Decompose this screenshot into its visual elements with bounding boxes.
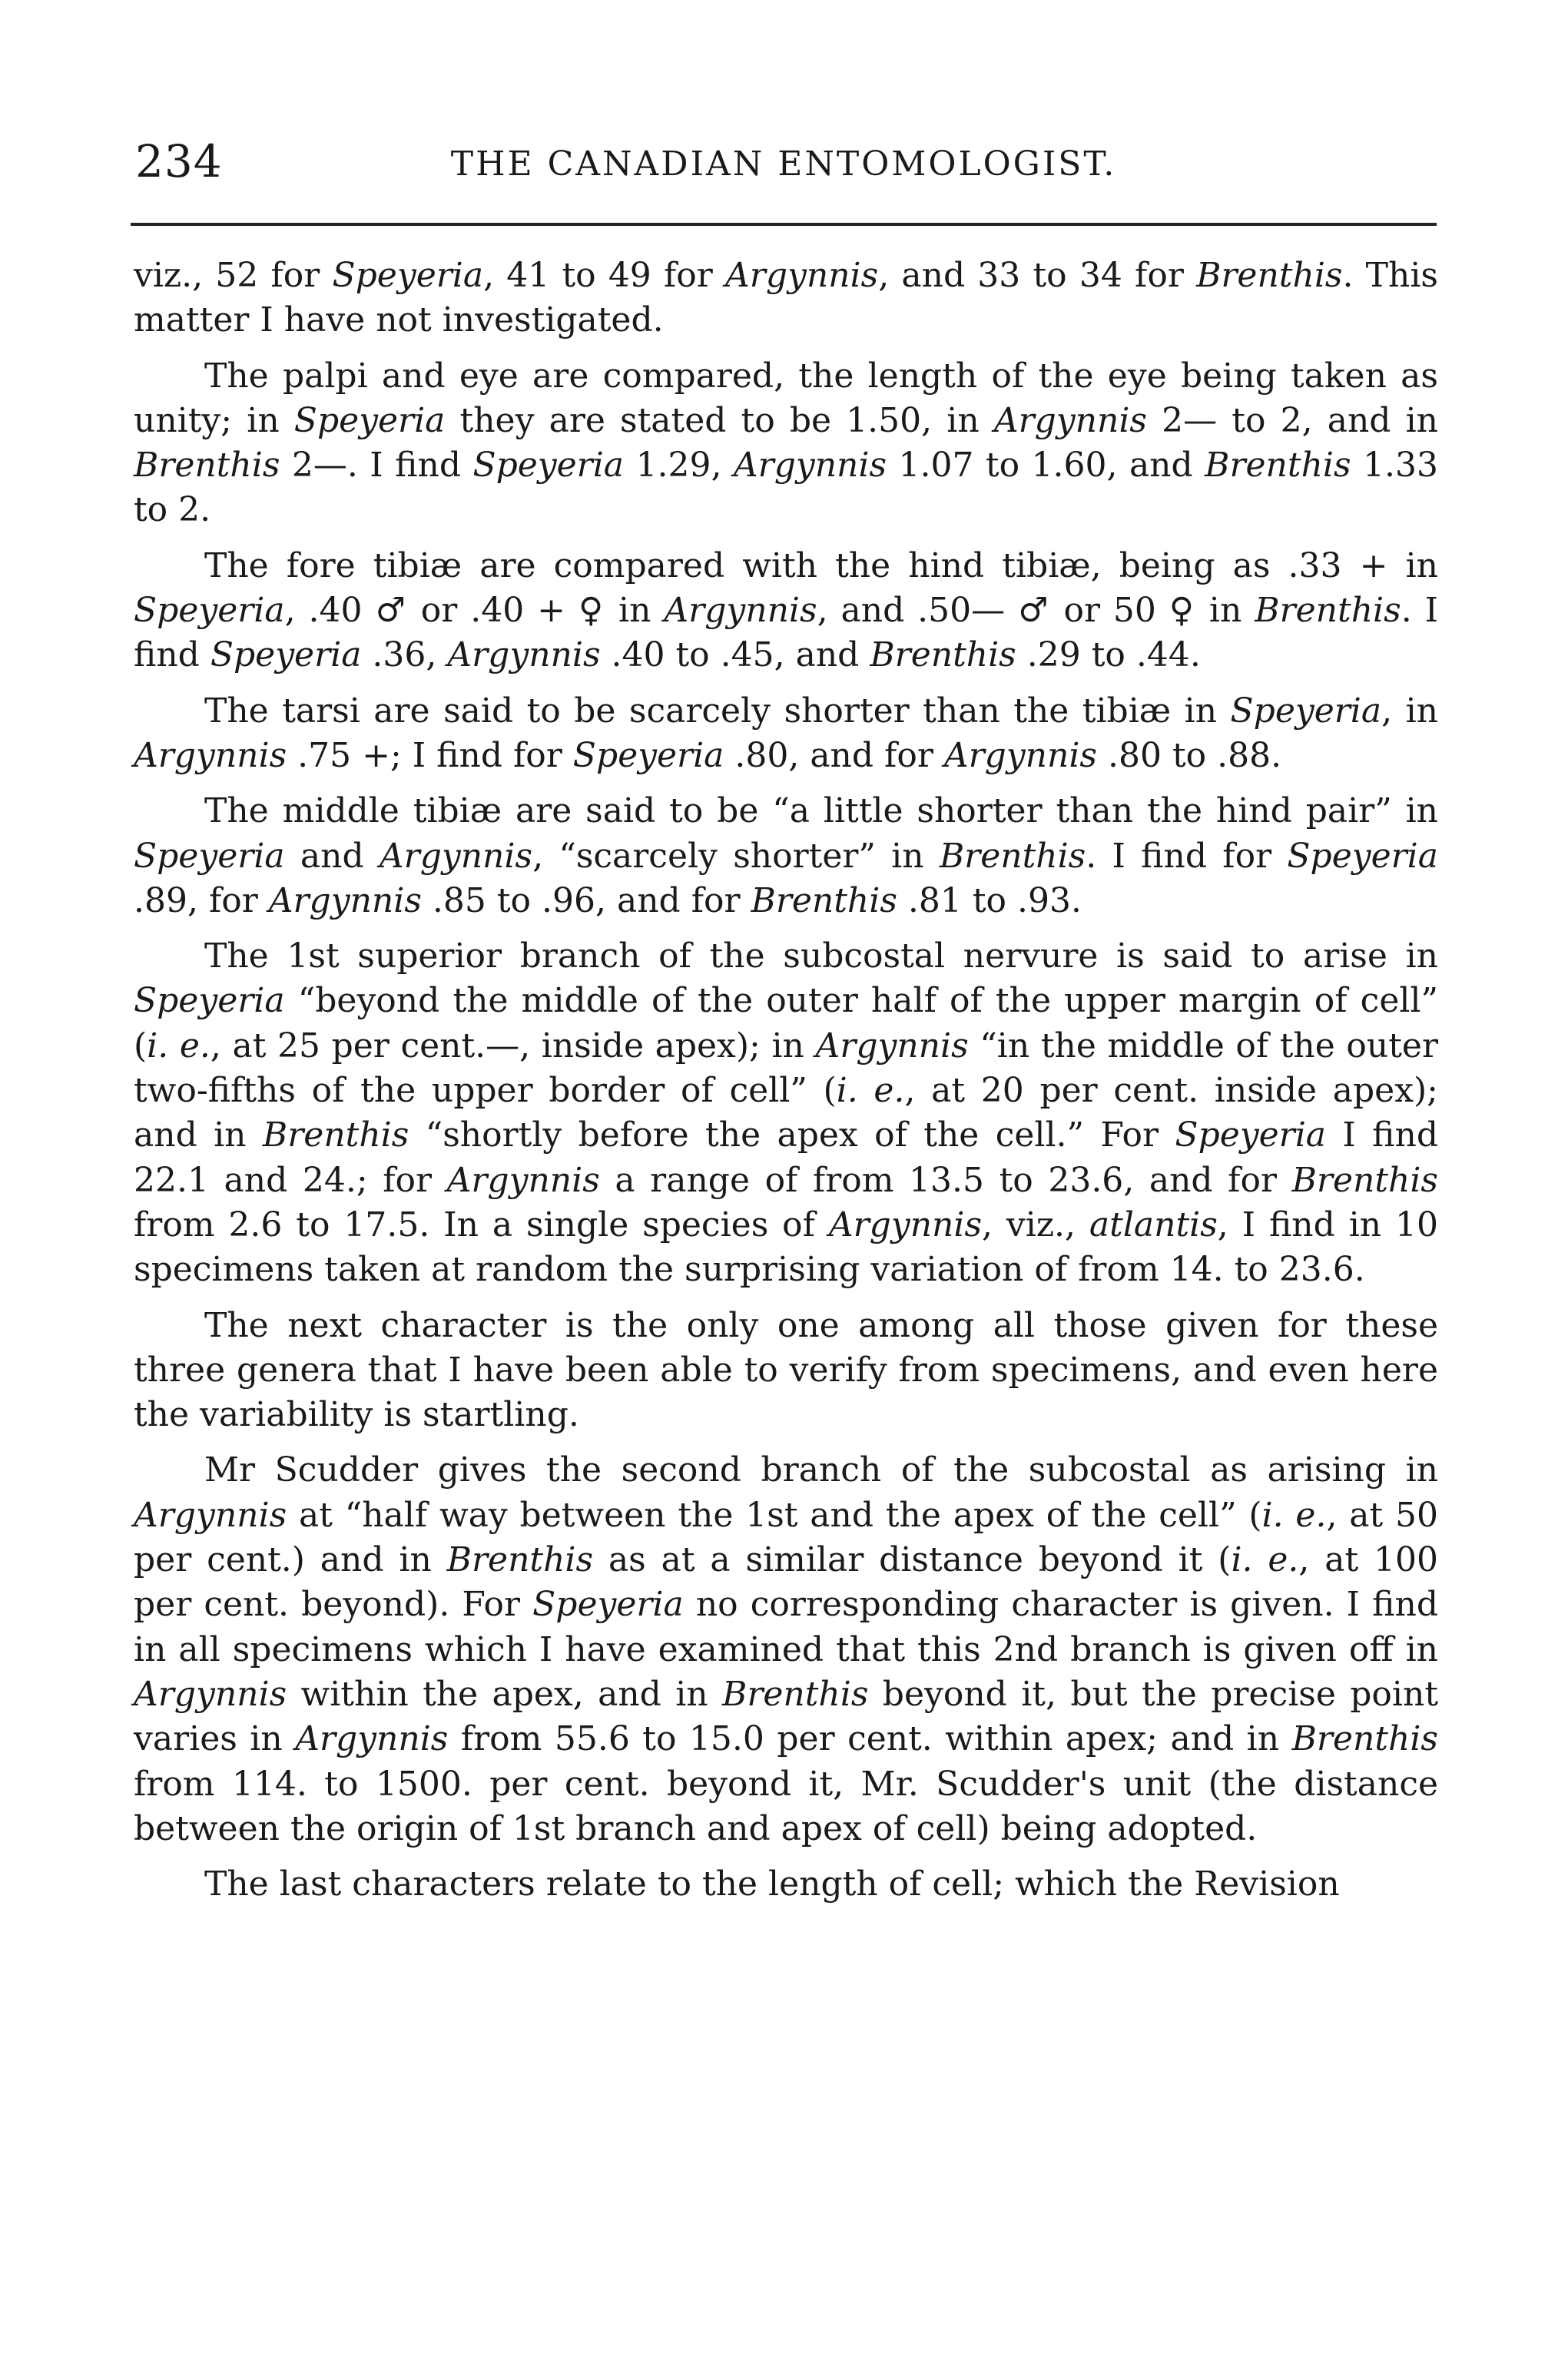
paragraph: The palpi and eye are compared, the length of the eye being taken as unity; in Speyeria they are stated to be 1.50, in Argynnis 2— to 2, and in Brenthis 2—. I find Speyeria 1.29, Argynnis 1.07 to 1.60, and Brenthis 1.33 to 2. — [134, 356, 1438, 530]
paragraph: The fore tibiæ are compared with the hind tibiæ, being as .33 + in Speyeria, .40 ♂ or .40 + ♀ in Argynnis, and .50— ♂ or 50 ♀ in Brenthis. I find Speyeria .36, Argynnis .40 to .45, and Brenthis .29 to .44. — [134, 545, 1438, 675]
paragraph: The next character is the only one among all those given for these three genera that I have been able to verify from specimens, and even here the variability is startling. — [134, 1305, 1438, 1435]
paragraph: The middle tibiæ are said to be “a little shorter than the hind pair” in Speyeria and Argynnis, “scarcely shorter” in Brenthis. I find for Speyeria .89, for Argynnis .85 to .96, and for Brenthis .81 to .93. — [134, 791, 1438, 920]
paragraph: The last characters relate to the length of cell; which the Revision — [204, 1864, 1340, 1904]
body-text — [134, 254, 1438, 1907]
paragraph: The 1st superior branch of the subcostal nervure is said to arise in Speyeria “beyond the middle of the outer half of the upper margin of cell” (i. e., at 25 per cent.—, inside apex); in Argynnis “in the middle of the outer two-fifths of the upper border of cell” (i. e., at 20 per cent. inside apex); and in Brenthis “shortly before the apex of the cell.” For Speyeria I find 22.1 and 24.; for Argynnis a range of from 13.5 to 23.6, and for Brenthis from 2.6 to 17.5. In a single species of Argynnis, viz., atlantis, I find in 10 specimens taken at random the surprising variation of from 14. to 23.6. — [134, 936, 1439, 1290]
header-rule — [131, 223, 1437, 226]
page-header — [131, 129, 1437, 198]
paragraph: The tarsi are said to be scarcely shorter than the tibiæ in Speyeria, in Argynnis .75 +; I find for Speyeria .80, and for Argynnis .80 to .88. — [134, 691, 1438, 775]
paragraph: Mr Scudder gives the second branch of the subcostal as arising in Argynnis at “half way between the 1st and the apex of the cell” (i. e., at 50 per cent.) and in Brenthis as at a similar distance beyond it (i. e., at 100 per cent. beyond). For Speyeria no corresponding character is given. I find in all specimens which I have examined that this 2nd branch is given off in Argynnis within the apex, and in Brenthis beyond it, but the precise point varies in Argynnis from 55.6 to 15.0 per cent. within apex; and in Brenthis from 114. to 1500. per cent. beyond it, Mr. Scudder's unit (the distance between the origin of 1st branch and apex of cell) being adopted. — [134, 1450, 1438, 1848]
running-head: THE CANADIAN ENTOMOLOGIST. — [450, 144, 1117, 184]
page-number: 234 — [135, 135, 223, 187]
paragraph: viz., 52 for Speyeria, 41 to 49 for Argynnis, and 33 to 34 for Brenthis. This matter I have not investigated. — [134, 256, 1439, 340]
